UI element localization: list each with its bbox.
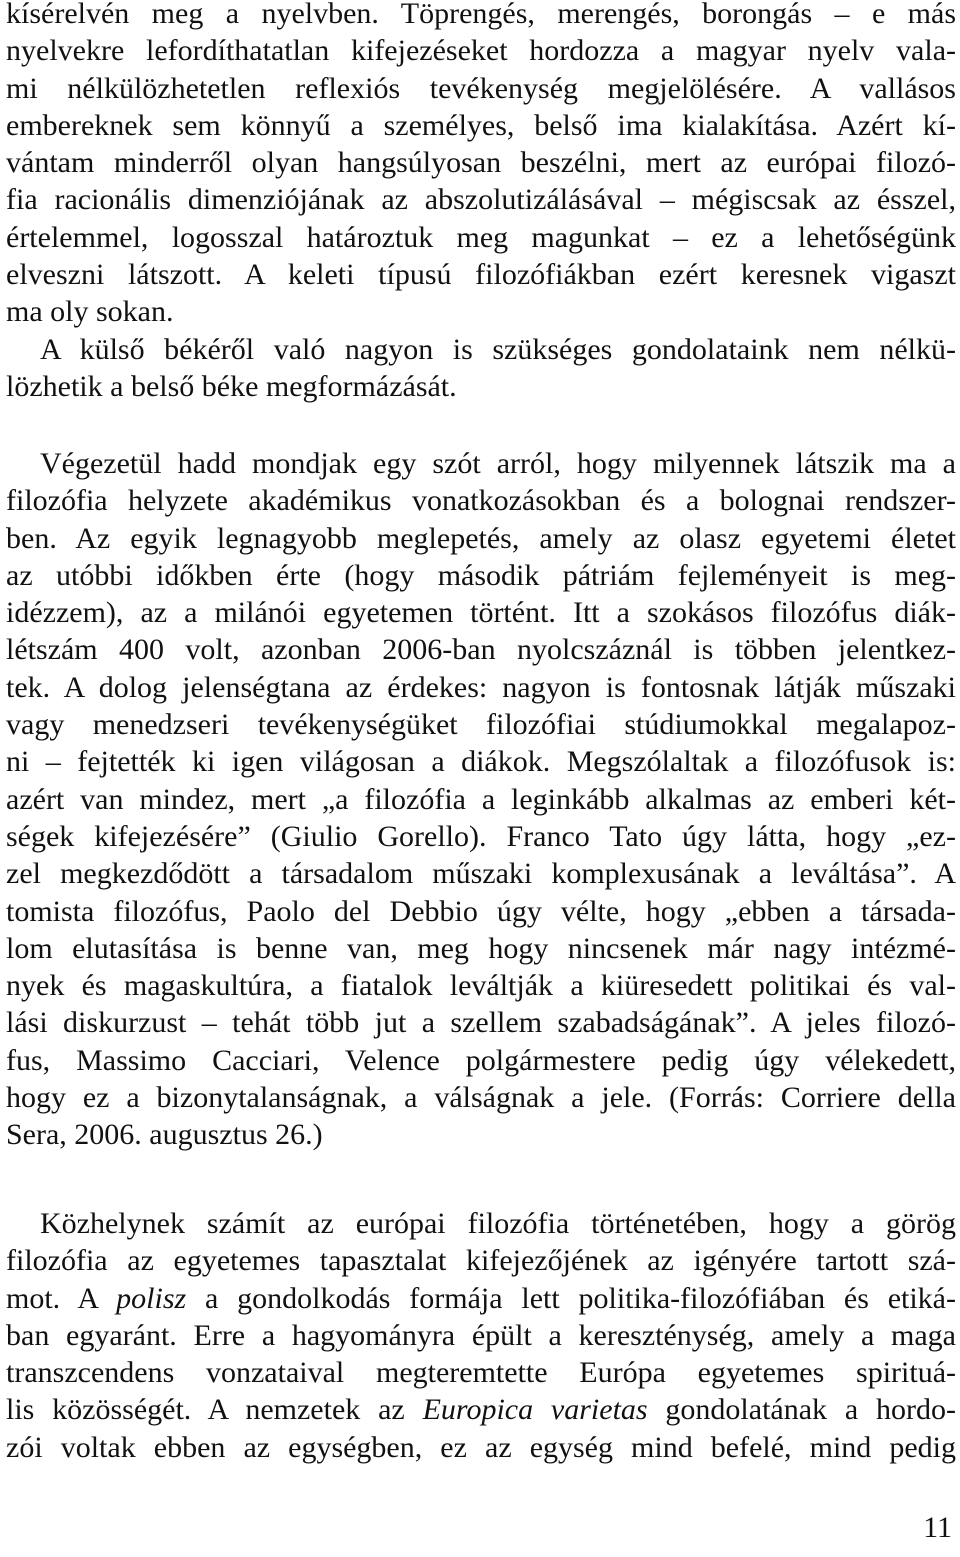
text-line: mi nélkülözhetetlen reflexiós tevékenység megjelölésére. A vallásos: [6, 71, 956, 105]
text-line: A külső békéről való nagyon is szükséges gondolataink nem nélkü-: [40, 333, 956, 366]
paragraph: [6, 0, 956, 331]
paragraph: [6, 1205, 956, 1466]
text-line: ban egyaránt. Erre a hagyományra épült a kereszténység, amely a maga: [6, 1318, 956, 1352]
text-line: ma oly sokan.: [6, 295, 174, 329]
text-line: [6, 1391, 956, 1428]
text-line: Közhelynek számít az európai filozófia történetében, hogy a görög: [40, 1207, 956, 1240]
text-line: azért van mindez, mert „a filozófia a leginkább alkalmas az emberi két-: [6, 782, 956, 816]
text-line: tek. A dolog jelenségtana az érdekes: nagyon is fontosnak látják műszaki: [6, 670, 956, 704]
text-line: fia racionális dimenziójának az abszolutizálásával – mégiscsak az ésszel,: [6, 183, 956, 217]
text-line: ségek kifejezésére” (Giulio Gorello). Franco Tato úgy látta, hogy „ez-: [6, 819, 956, 853]
text-line: lási diskurzust – tehát több jut a szellem szabadságának”. A jeles filozó-: [6, 1006, 956, 1040]
text-line: hogy ez a bizonytalanságnak, a válságnak a jele. (Forrás: Corriere della: [6, 1081, 956, 1115]
text-line: filozófia helyzete akadémikus vonatkozásokban és a bolognai rendszer-: [6, 484, 956, 518]
text-line: Végezetül hadd mondjak egy szót arról, hogy milyennek látszik ma a: [40, 447, 956, 480]
text-run: a gondolkodás formája lett politika-filozófiában és etiká-: [186, 1281, 956, 1315]
text-line: idézzem), az a milánói egyetemen történt. Itt a szokásos filozófus diák-: [6, 596, 956, 630]
text-line: Sera, 2006. augusztus 26.): [6, 1118, 323, 1152]
text-run: mot. A: [6, 1281, 117, 1315]
text-line: embereknek sem könnyű a személyes, belső ima kialakítása. Azért kí-: [6, 108, 956, 142]
text-line: nyelvekre lefordíthatatlan kifejezéseket hordozza a magyar nyelv vala-: [6, 34, 956, 68]
text-line: ni – fejtették ki igen világosan a diákok. Megszólaltak a filozófusok is:: [6, 745, 956, 779]
text-line: értelemmel, logosszal határoztuk meg magunkat – ez a lehetőségünk: [6, 220, 956, 254]
text-line: filozófia az egyetemes tapasztalat kifejezőjének az igényére tartott szá-: [6, 1244, 956, 1278]
text-line: elveszni látszott. A keleti típusú filozófiákban ezért keresnek vigaszt: [6, 258, 956, 292]
emphasized-term: polisz: [116, 1281, 187, 1315]
paragraph: [6, 445, 956, 1154]
text-line: vagy menedzseri tevékenységüket filozófiai stúdiumokkal megalapoz-: [6, 708, 956, 742]
text-line: az utóbbi időkben érte (hogy második pátriám fejleményeit is meg-: [6, 558, 956, 592]
text-line: lom elutasítása is benne van, meg hogy nincsenek már nagy intézmé-: [6, 931, 956, 965]
text-line: kísérelvén meg a nyelvben. Töprengés, merengés, borongás – e más: [6, 0, 956, 30]
page-number: 11: [923, 1511, 952, 1544]
text-line: nyek és magaskultúra, a fiatalok leváltják a kiüresedett politikai és val-: [6, 969, 956, 1003]
text-line: zel megkezdődött a társadalom műszaki komplexusának a leváltása”. A: [6, 857, 956, 891]
text-line: létszám 400 volt, azonban 2006-ban nyolcszáznál is többen jelentkez-: [6, 633, 956, 667]
emphasized-term: Europica varietas: [422, 1393, 648, 1427]
text-line: tomista filozófus, Paolo del Debbio úgy vélte, hogy „ebben a társada-: [6, 894, 956, 928]
text-run: lis közösségét. A nemzetek az: [6, 1393, 423, 1427]
text-line: lözhetik a belső béke megformázását.: [6, 370, 457, 404]
text-line: fus, Massimo Cacciari, Velence polgármestere pedig úgy vélekedett,: [6, 1043, 956, 1077]
paragraph: [6, 331, 956, 406]
text-line: transzcendens vonzataival megteremtette Európa egyetemes spirituá-: [6, 1356, 956, 1390]
text-line: ben. Az egyik legnagyobb meglepetés, amely az olasz egyetemi életet: [6, 521, 956, 555]
text-line: [6, 1280, 956, 1317]
text-run: gondolatának a hordo-: [647, 1393, 957, 1427]
text-line: zói voltak ebben az egységben, ez az egység mind befelé, mind pedig: [6, 1430, 956, 1464]
text-line: vántam minderről olyan hangsúlyosan beszélni, mert az európai filozó-: [6, 146, 956, 180]
